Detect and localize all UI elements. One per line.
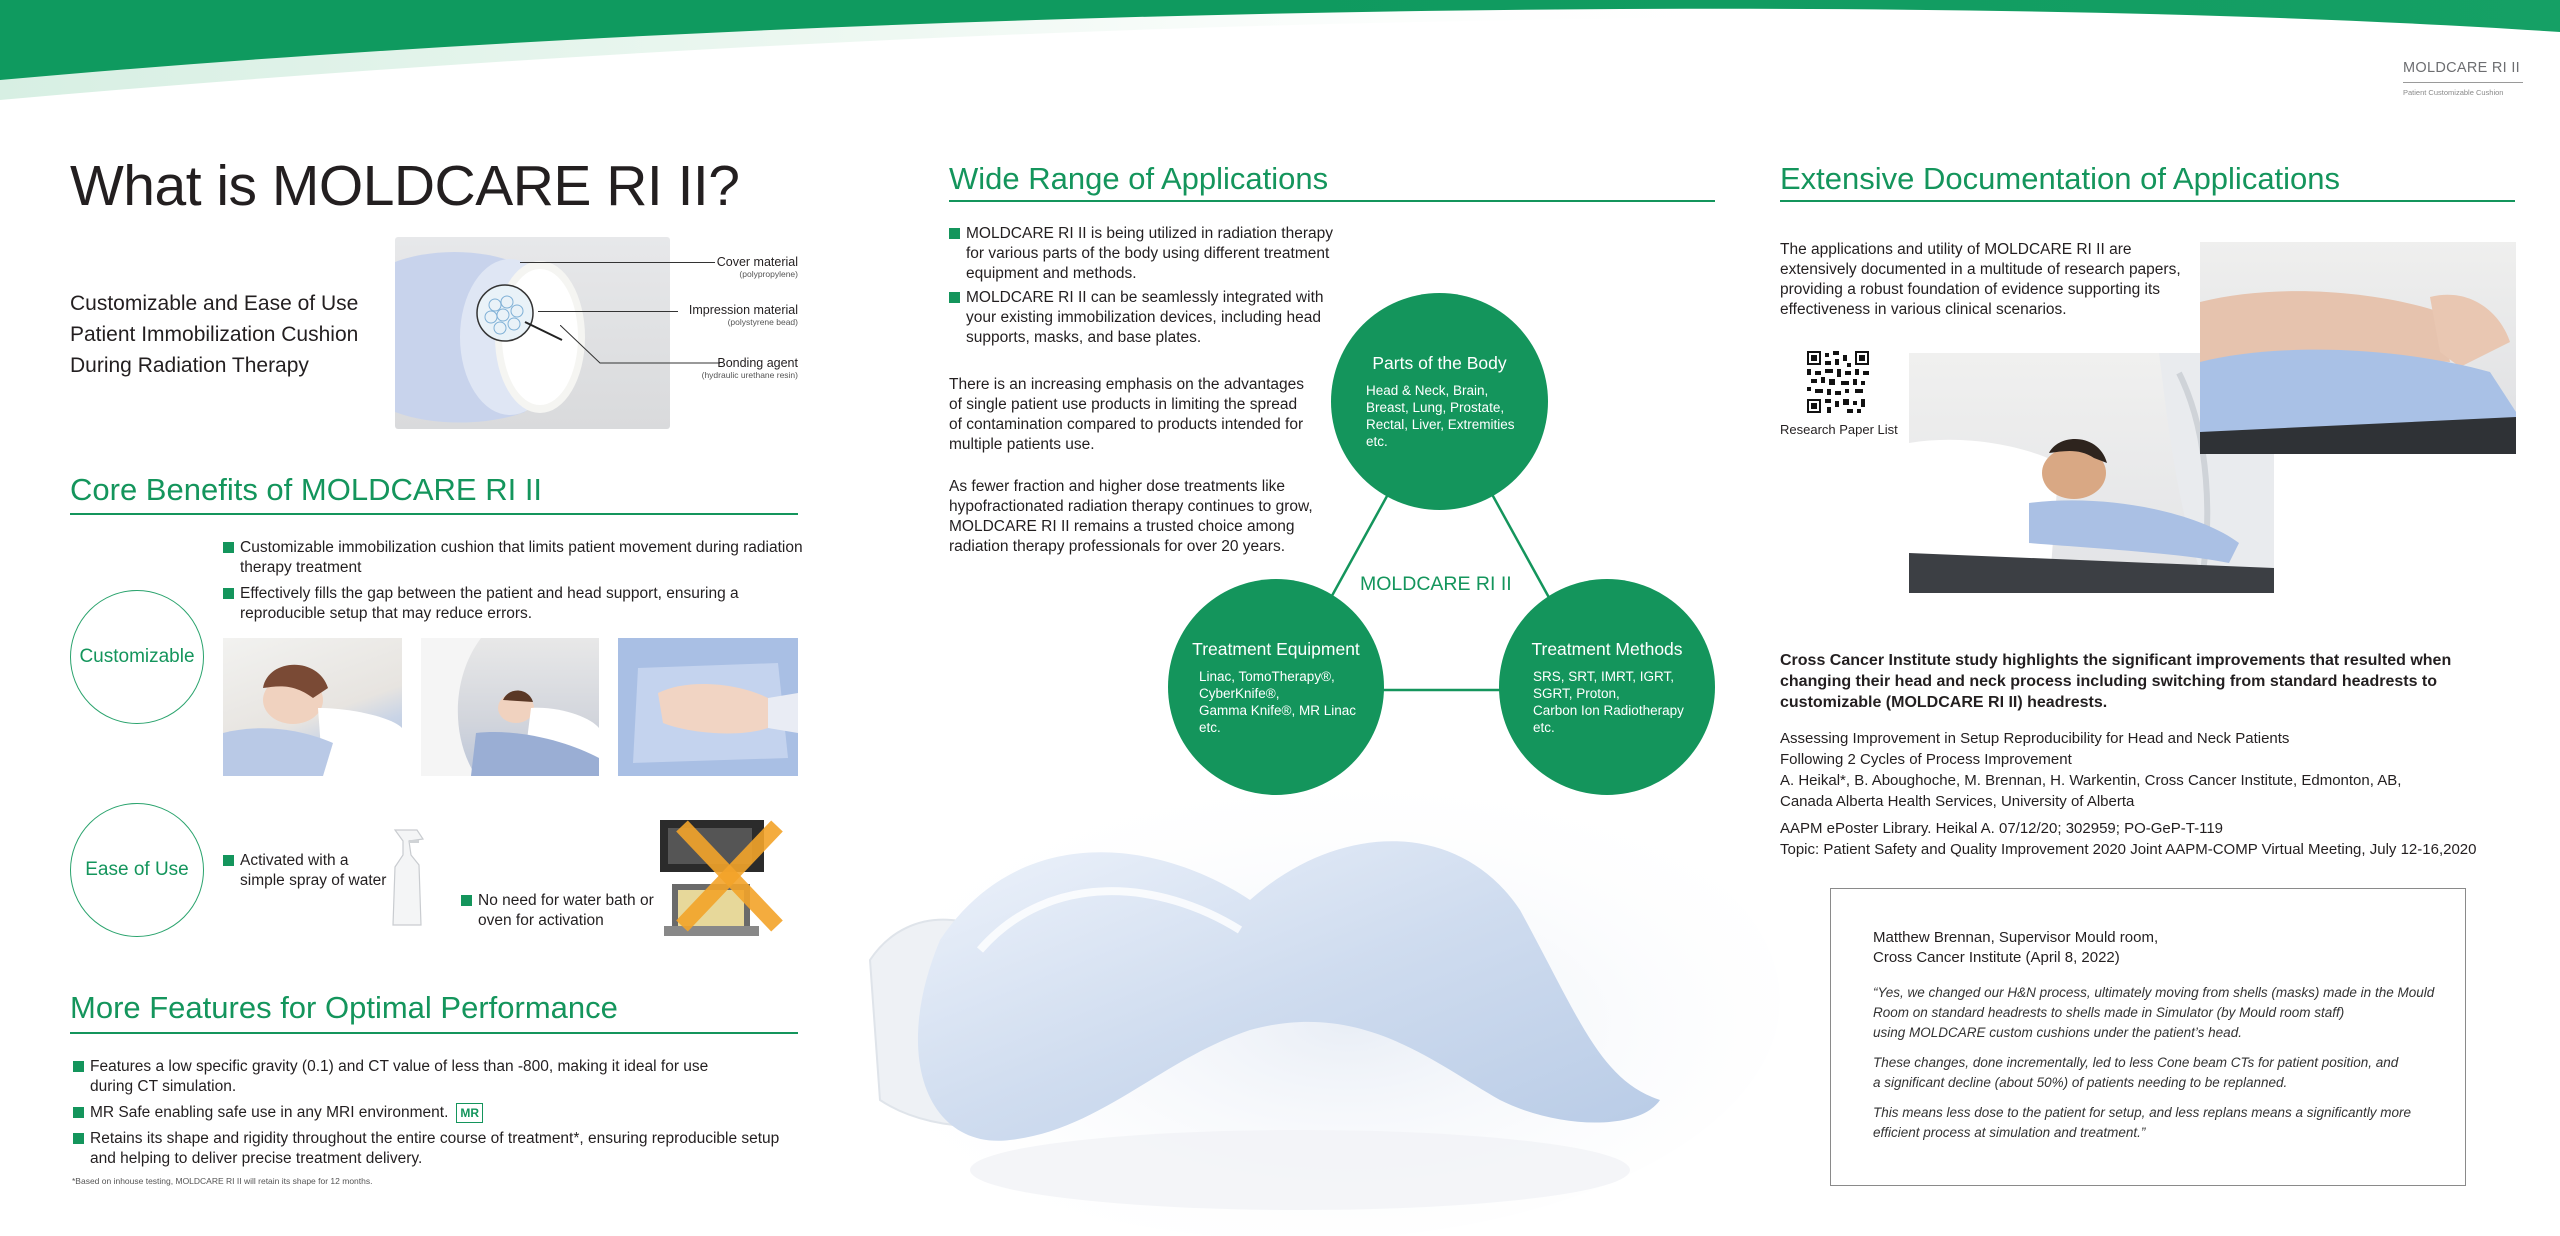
ease-bullet-no-water-bath: No need for water bath or oven for activation [461,891,656,931]
application-bullet: MOLDCARE RI II can be seamlessly integrated with your existing immobilization devices, including head supports, masks, and base plates. [949,288,1334,348]
quote-line: This means less dose to the patient for setup, and less replans means a significantly more [1873,1105,2412,1120]
page-title: What is MOLDCARE RI II? [70,154,740,218]
features-bullets [73,1057,808,1169]
circle-title: Parts of the Body [1372,353,1507,373]
benefit-bullet: Customizable immobilization cushion that limits patient movement during radiation therapy treatment [223,538,823,578]
patient-illustration [223,638,402,776]
label-impression-material [640,303,798,327]
quote-line: efficient process at simulation and treatment.” [1873,1125,2146,1140]
circle-line: Head & Neck, Brain, [1366,383,1489,398]
applications-title: Wide Range of Applications [949,161,1329,196]
circle-treatment-methods [1499,579,1715,795]
applications-rule [949,200,1715,202]
quote-paragraph [1873,1053,2465,1093]
feature-bullet: MR Safe enabling safe use in any MRI environment. [73,1103,448,1123]
circle-line: Linac, TomoTherapy®, [1199,669,1335,684]
circle-line: Rectal, Liver, Extremities [1366,417,1515,432]
circle-line: CyberKnife®, [1199,686,1280,701]
photo-patient-in-scanner [421,638,599,776]
triangle-center-label: MOLDCARE RI II [1360,573,1512,595]
testimonial-box [1830,888,2466,1186]
testimonial-author [1873,928,2465,968]
core-benefits-bullets [223,538,823,624]
study-pub-line: Topic: Patient Safety and Quality Improvement 2020 Joint AAPM-COMP Virtual Meeting, July 12-16,2020 [1780,841,2477,858]
product-subtitle [70,288,358,381]
applications-para-contamination: There is an increasing emphasis on the advantages of single patient use products in limiting the spread of contamination compared to products intended for multiple patients use. [949,376,1304,453]
circle-line: etc. [1366,434,1388,449]
circle-line: SRS, SRT, IMRT, IGRT, [1533,669,1675,684]
study-heading: Cross Cancer Institute study highlights the significant improvements that resulted when changing their head and neck process including switching from standard headrests to customizable (MOLDCARE RI II) headrests. [1780,652,2452,711]
circle-body [1199,668,1384,736]
circle-title: Treatment Equipment [1192,639,1360,659]
subtitle-line: Customizable and Ease of Use [70,292,359,315]
circle-line: Carbon Ion Radiotherapy [1533,703,1684,718]
circle-line: Gamma Knife®, MR Linac [1199,703,1356,718]
subtitle-line: During Radiation Therapy [70,354,309,377]
features-title: More Features for Optimal Performance [70,990,618,1025]
label-sub: (polypropylene) [739,269,798,279]
author-line: Matthew Brennan, Supervisor Mould room, [1873,929,2159,946]
qr-label: Research Paper List [1780,422,1898,437]
brand-tagline: Patient Customizable Cushion [2403,88,2504,97]
scanner-illustration [421,638,599,776]
documentation-rule [1780,200,2515,202]
applications-para-hypofractionation: As fewer fraction and higher dose treatments like hypofractionated radiation therapy continues to grow, MOLDCARE RI II remains a trusted choice among radiation therapy professionals for over 20 years. [949,478,1313,555]
label-sub: (hydraulic urethane resin) [701,370,798,380]
applications-bullets [949,224,1334,348]
benefit-bullet: Effectively fills the gap between the patient and head support, ensuring a reproducible setup that may reduce errors. [223,584,823,624]
study-reference [1780,728,2401,812]
study-ref-line: Canada Alberta Health Services, University of Alberta [1780,793,2135,810]
quote-line: “Yes, we changed our H&N process, ultimately moving from shells (masks) made in the Mould [1873,985,2435,1000]
circle-parts-of-body [1331,293,1548,510]
circle-body [1366,382,1548,450]
quote-line: a significant decline (about 50%) of patients needing to be replanned. [1873,1075,2288,1090]
customizable-label: Customizable [79,646,195,667]
qr-code-icon[interactable] [1807,351,1869,413]
documentation-title: Extensive Documentation of Applications [1780,161,2341,196]
hand-illustration [618,638,798,776]
application-bullet: MOLDCARE RI II is being utilized in radiation therapy for various parts of the body using different treatment equipment and methods. [949,224,1334,284]
study-publication [1780,818,2476,860]
feature-bullet: Features a low specific gravity (0.1) and CT value of less than -800, making it ideal for use during CT simulation. [73,1057,753,1097]
testimonial-quote [1873,983,2465,1143]
documentation-intro: The applications and utility of MOLDCARE RI II are extensively documented in a multitude of research papers, providing a robust foundation of evidence supporting its effectiveness in various clinical scenarios. [1780,241,2181,318]
author-line: Cross Cancer Institute (April 8, 2022) [1873,949,2120,966]
photo-feet-on-cushion [2200,242,2516,454]
study-pub-line: AAPM ePoster Library. Heikal A. 07/12/20; 302959; PO-GeP-T-119 [1780,820,2224,837]
label-sub: (polystyrene bead) [727,317,798,327]
feature-bullet: Retains its shape and rigidity throughout the entire course of treatment*, ensuring reproducible setup and helping to deliver precise treatment delivery. [73,1129,808,1169]
photo-hand-pressing-cushion [618,638,798,776]
circle-line: etc. [1533,720,1555,735]
quote-paragraph [1873,983,2465,1043]
circle-line: Breast, Lung, Prostate, [1366,400,1505,415]
features-rule [70,1032,798,1034]
quote-line: These changes, done incrementally, led to less Cone beam CTs for patient position, and [1873,1055,2399,1070]
circle-treatment-equipment [1168,579,1384,795]
ease-label: Ease of Use [85,859,189,880]
core-benefits-rule [70,513,798,515]
quote-line: using MOLDCARE custom cushions under the patient’s head. [1873,1025,2242,1040]
core-benefits-title: Core Benefits of MOLDCARE RI II [70,472,543,507]
features-footnote: *Based on inhouse testing, MOLDCARE RI II will retain its shape for 12 months. [72,1176,373,1186]
mr-safe-badge: MR [456,1103,483,1123]
feature-mr-row [73,1103,808,1123]
top-wave-banner [0,0,2560,110]
label-cover-material [640,255,798,279]
circle-title: Treatment Methods [1531,639,1683,659]
ease-of-use-badge [70,803,204,937]
label-name: Bonding agent [717,356,798,370]
label-name: Cover material [716,255,798,269]
customizable-badge [70,590,204,724]
label-name: Impression material [688,303,798,317]
photo-patient-on-cushion [223,638,402,776]
spray-bottle-image [385,825,430,930]
label-bonding-agent [640,356,798,380]
subtitle-line: Patient Immobilization Cushion [70,323,359,346]
quote-line: Room on standard headrests to shells made in Simulator (by Mould room staff) [1873,1005,2345,1020]
header-brand [2403,60,2523,97]
oven-crossed-image [652,816,800,940]
circle-line: etc. [1199,720,1221,735]
ease-bullet-spray: Activated with a simple spray of water [223,851,388,891]
feet-illustration [2200,242,2516,454]
study-ref-line: Assessing Improvement in Setup Reproducibility for Head and Neck Patients [1780,730,2290,747]
quote-paragraph [1873,1103,2465,1143]
study-ref-line: A. Heikal*, B. Aboughoche, M. Brennan, H. Warkentin, Cross Cancer Institute, Edmonton, AB, [1780,772,2402,789]
circle-line: SGRT, Proton, [1533,686,1620,701]
brand-name: MOLDCARE RI II [2403,60,2520,76]
circle-body [1533,668,1715,736]
study-ref-line: Following 2 Cycles of Process Improvement [1780,751,2072,768]
brand-divider [2403,82,2523,83]
